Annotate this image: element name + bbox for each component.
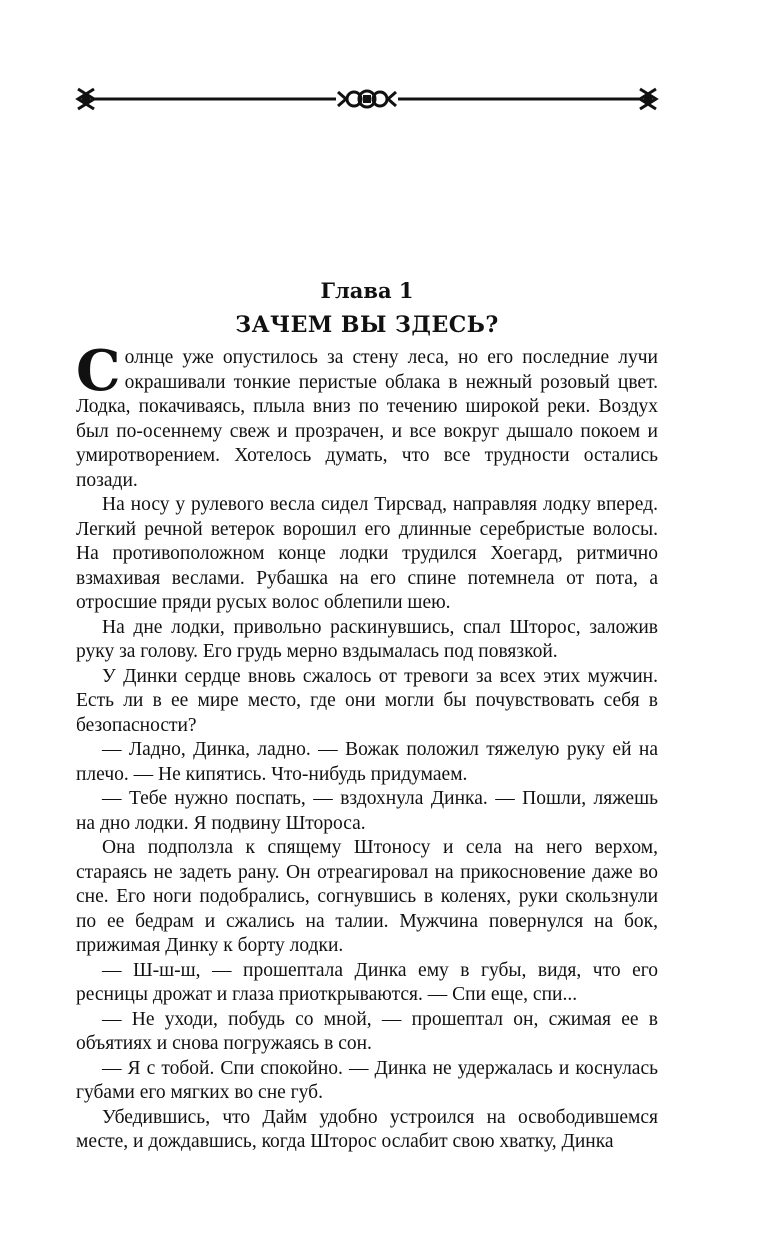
body-text — [76, 338, 658, 1155]
paragraph-1-text: олнце уже опустилось за стену леса, но его последние лучи окрашивали тонкие перистые облака в нежный розовый цвет. Лодка, покачиваясь, плыла вниз по течению широкой реки. Воздух был по-осеннему свеж и прозрачен, и все вокруг дышало покоем и умиротворением. Хотелось думать, что все трудности остались позади. — [76, 347, 658, 491]
paragraph-8: — Ш-ш-ш, — прошептала Динка ему в губы, видя, что его ресницы дрожат и глаза приоткрываются. — Спи еще, спи... — [76, 959, 658, 1005]
paragraph-4: У Динки сердце вновь сжалось от тревоги за всех этих мужчин. Есть ли в ее мире место, где они могли бы почувствовать себя в безопасности? — [76, 665, 658, 736]
paragraph-5: — Ладно, Динка, ладно. — Вожак положил тяжелую руку ей на плечо. — Не кипятись. Что-нибудь придумаем. — [76, 739, 658, 785]
paragraph-1 — [76, 338, 658, 493]
chapter-heading — [76, 276, 658, 342]
paragraph-9: — Не уходи, побудь со мной, — прошептал он, сжимая ее в объятиях и снова погружаясь в сон. — [76, 1008, 658, 1054]
paragraph-10: — Я с тобой. Спи спокойно. — Динка не удержалась и коснулась губами его мягких во сне губ. — [76, 1057, 658, 1103]
paragraph-3: На дне лодки, привольно раскинувшись, спал Шторос, заложив руку за голову. Его грудь мерно вздымалась под повязкой. — [76, 616, 658, 662]
chapter-title: ЗАЧЕМ ВЫ ЗДЕСЬ? — [235, 312, 499, 338]
paragraph-6: — Тебе нужно поспать, — вздохнула Динка. — Пошли, ляжешь на дно лодки. Я подвину Штороса. — [76, 788, 658, 834]
paragraph-11: Убедившись, что Дайм удобно устроился на освободившемся месте, и дождавшись, когда Шторос ослабит свою хватку, Динка — [76, 1106, 658, 1152]
decorative-ornament-divider — [74, 84, 660, 114]
paragraph-7: Она подползла к спящему Штоносу и села на него верхом, стараясь не задеть рану. Он отреагировал на прикосновение даже во сне. Его ноги подобрались, согнувшись в коленях, руки скользнули по ее бедрам и сжались на талии. Мужчина повернулся на бок, прижимая Динку к борту лодки. — [76, 837, 658, 956]
paragraph-2: На носу у рулевого весла сидел Тирсвад, направляя лодку вперед. Легкий речной ветерок ворошил его длинные серебристые волосы. На противоположном конце лодки трудился Хоегард, ритмично взмахивая веслами. Рубашка на его спине потемнела от пота, а отросшие пряди русых волос облепили шею. — [76, 494, 658, 613]
chapter-number: Глава 1 — [320, 278, 414, 303]
drop-cap-letter: С — [76, 338, 121, 404]
